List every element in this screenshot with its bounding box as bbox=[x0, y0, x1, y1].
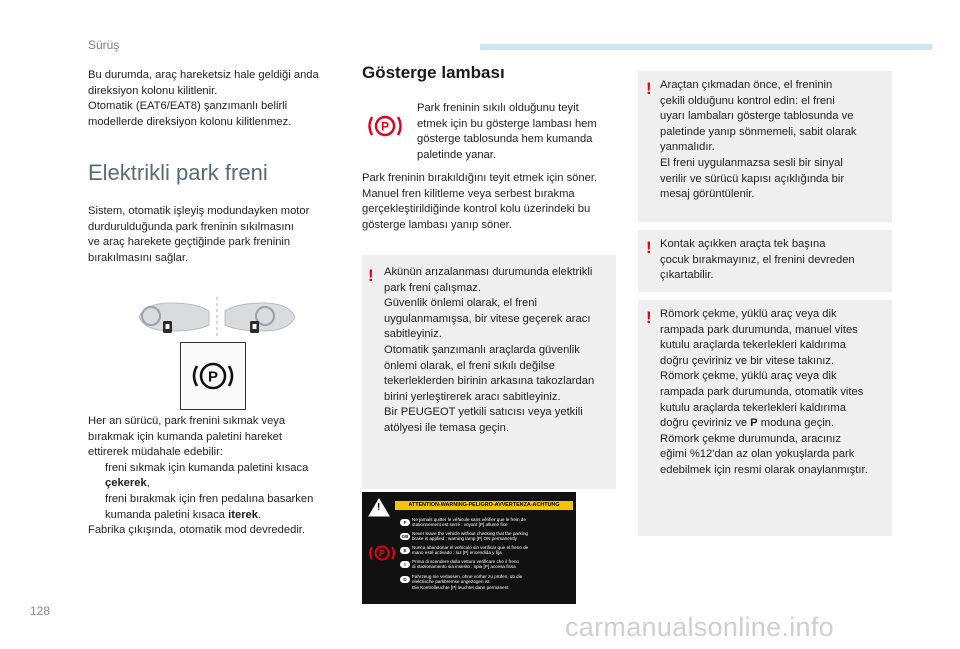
svg-text:P: P bbox=[378, 548, 386, 559]
warning-label-header: ATTENTION-WARNING-PELIGRO-AVVERTENZA-ACHTUNG bbox=[395, 501, 573, 510]
warning-label-row-de: Fahrzeug nie verlassen, ohne vorher zu prüfen, ob die elektrische parkbremse angezogen ist. Die Kontrolleuchte [P] leuchtet dann permanent bbox=[412, 574, 523, 590]
flag-es: E bbox=[400, 547, 410, 554]
warning-label-row-es: Nunca abandonar el vehículo sin verificar que el freno de mano esté activado : luz [P] encendida y fija bbox=[412, 545, 529, 556]
label-park-brake-icon bbox=[367, 541, 397, 565]
indicator-lamp-text: Park freninin sıkılı olduğunu teyit etmek için bu gösterge lambası hem gösterge tablosunda hem kumanda paletinde yanar. bbox=[417, 102, 597, 161]
intro-text: Bu durumda, araç hareketsiz hale geldiği anda direksiyon kolonu kilitlenir. Otomatik (EAT6/EAT8) şanzımanlı belirli modellerde direksiyon kolonu kilitlenmez. bbox=[88, 69, 319, 128]
before-leaving-warning-text: Araçtan çıkmadan önce, el freninin çekili olduğunu kontrol edin: el freni uyarı lambaları gösterge tablosunda ve paletinde yanıp sönmemeli, sabit olarak yanmalıdır. El freni uygulanmazsa sesli bir sinyal verilir ve sürücü kapısı açıklığında bir mesaj görüntülenir. bbox=[660, 79, 857, 201]
battery-failure-warning-text: Akünün arızalanması durumunda elektrikli park freni çalışmaz. Güvenlik önlemi olarak, el freni uygulanmamışsa, bir vitese geçerek aracı sabitleyiniz. Otomatik şanzımanlı araçlarda güvenlik önlemi olarak, el freni sıkılı değilse tekerleklerden birinin arkasına takozlardan birini yerleştirerek aracı sabitleyiniz. Bir PEUGEOT yetkili satıcısı veya yetkili atölyesi ile temasa geçin. bbox=[384, 266, 595, 434]
steering-wheel-right-icon bbox=[225, 303, 295, 333]
battery-failure-warning-box bbox=[362, 255, 616, 489]
svg-text:P: P bbox=[207, 368, 219, 386]
flag-de: D bbox=[400, 576, 410, 583]
warning-triangle-mark: ! bbox=[377, 502, 381, 513]
indicator-lamp-heading: Gösterge lambası bbox=[362, 63, 505, 82]
park-brake-warning-lamp-icon bbox=[364, 108, 406, 144]
steering-wheel-left-icon bbox=[139, 303, 209, 333]
list-item: freni sıkmak için kumanda paletini kısaca çekerek, bbox=[105, 461, 309, 490]
list-item: freni bırakmak için fren pedalına basarken kumanda paletini kısaca iterek. bbox=[105, 492, 314, 521]
watermark: carmanualsonline.info bbox=[565, 612, 834, 642]
section-title: Sürüş bbox=[88, 38, 120, 52]
park-brake-switch-box bbox=[180, 342, 246, 410]
page-number: 128 bbox=[30, 604, 51, 618]
header-accent-bar bbox=[480, 44, 932, 50]
before-leaving-warning-box bbox=[638, 71, 892, 222]
warning-label-row-gb: Never leave the vehicle without checking that the parking brake is applied : warning lamp [P] ON permanently bbox=[412, 531, 528, 542]
flag-it: I bbox=[400, 561, 410, 568]
towing-warning-text: Römork çekme, yüklü araç veya dik rampada park durumunda, manuel vites kutulu araçlarda tekerlekleri kaldırıma doğru çeviriniz ve bir vitese takınız. Römork çekme, yüklü araç veya dik rampada park durumunda, otomatik vites kutulu araçlarda tekerlekleri kaldırıma doğru çeviriniz ve P moduna geçin. Römork çekme durumunda, aracınız eğimi %12'dan az olan yokuşlarda park edebilmek için resmi olarak onaylanmıştır. bbox=[660, 308, 868, 476]
manual-operation-text: Her an sürücü, park frenini sıkmak veya bırakmak için kumanda paletini hareket ettirerek müdahale edebilir: freni sıkmak için kumanda paletini kısaca çekerek, freni bırakmak için fren pedalına basarken kumanda paletini kısaca iterek. Fabrika çıkışında, otomatik mod devrededir. bbox=[88, 414, 343, 539]
warning-exclamation-icon: ! bbox=[368, 266, 374, 285]
manual-operation-list bbox=[88, 461, 343, 523]
warning-label-row-it: Prima di scendere dalla vettura verificare che il freno di stazionamento sia inserito : spia [P] accesa fissa bbox=[412, 559, 519, 570]
steering-column-illustration bbox=[137, 295, 297, 341]
multilingual-warning-label bbox=[362, 492, 576, 604]
towing-warning-box bbox=[638, 300, 892, 536]
indicator-release-text: Park freninin bırakıldığını teyit etmek için söner. Manuel fren kilitleme veya serbest bırakma gerçekleştirildiğinde kontrol kolu üzerindeki bu gösterge lambası yanıp söner. bbox=[362, 172, 598, 231]
warning-exclamation-icon: ! bbox=[646, 238, 652, 257]
warning-label-row-fr: Ne jamais quitter le véhicule sans vérifier que le frein de stationnement est serré : voyant [P] allumé fixe bbox=[412, 517, 526, 528]
warning-exclamation-icon: ! bbox=[646, 79, 652, 98]
svg-text:P: P bbox=[380, 119, 390, 134]
park-brake-symbol-icon bbox=[181, 343, 245, 409]
electric-park-brake-heading: Elektrikli park freni bbox=[88, 160, 268, 185]
flag-gb: GB bbox=[401, 534, 409, 539]
warning-exclamation-icon: ! bbox=[646, 308, 652, 327]
flag-fr: F bbox=[400, 519, 410, 526]
electric-park-brake-paragraph: Sistem, otomatik işleyiş modundayken motor durdurulduğunda park freninin sıkılmasını ve araç harekete geçtiğinde park freninin bırakılmasını sağlar. bbox=[88, 205, 310, 264]
child-safety-warning-box bbox=[638, 230, 892, 292]
child-safety-warning-text: Kontak açıkken araçta tek başına çocuk bırakmayınız, el frenini devreden çıkartabilir. bbox=[660, 238, 855, 282]
